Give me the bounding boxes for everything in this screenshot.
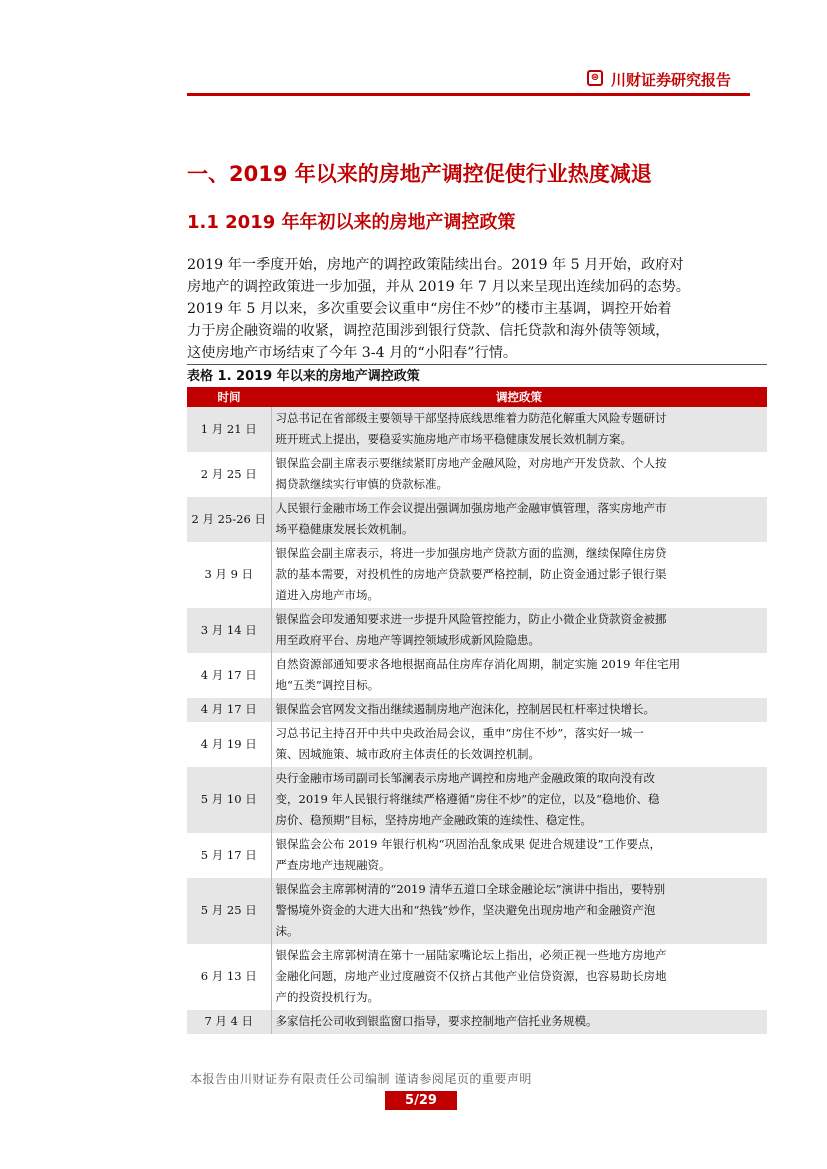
table-body (187, 407, 767, 1034)
table-row (187, 698, 767, 722)
policy-line: 揭贷款继续实行审慎的贷款标准。 (275, 477, 448, 491)
policy-line: 银保监会公布 2019 年银行机构“巩固治乱象成果 促进合规建设”工作要点， (275, 837, 661, 851)
row-date: 5 月 10 日 (187, 767, 271, 833)
policy-line: 道进入房地产市场。 (275, 588, 379, 602)
policy-line: 多家信托公司收到银监窗口指导，要求控制地产信托业务规模。 (275, 1014, 598, 1028)
header-divider (187, 93, 750, 96)
paragraph-line: 2019 年一季度开始，房地产的调控政策陆续出台。2019 年 5 月开始，政府对 (187, 257, 684, 273)
policy-line: 银保监会主席郭树清在第十一届陆家嘴论坛上指出，必须正视一些地方房地产 (275, 948, 667, 962)
policy-line: 用至政府平台、房地产等调控领域形成新风险隐患。 (275, 633, 540, 647)
row-date: 3 月 9 日 (187, 542, 271, 608)
policy-line: 银保监会官网发文指出继续遏制房地产泡沫化，控制居民杠杆率过快增长。 (275, 702, 655, 716)
paragraph-line: 这使房地产市场结束了今年 3-4 月的“小阳春”行情。 (187, 345, 518, 361)
row-date: 4 月 17 日 (187, 653, 271, 698)
row-policy (271, 407, 767, 452)
table-row (187, 452, 767, 497)
paragraph-line: 2019 年 5 月以来，多次重要会议重申“房住不炒”的楼市主基调，调控开始着 (187, 301, 672, 317)
row-policy (271, 497, 767, 542)
policy-line: 款的基本需要，对投机性的房地产贷款要严格控制，防止资金通过影子银行渠 (275, 567, 667, 581)
policy-line: 自然资源部通知要求各地根据商品住房库存消化周期，制定实施 2019 年住宅用 (275, 657, 681, 671)
table-header-row (187, 387, 767, 407)
policy-line: 银保监会副主席表示，将进一步加强房地产贷款方面的监测，继续保障住房贷 (275, 546, 667, 560)
row-policy (271, 542, 767, 608)
policy-line: 变，2019 年人民银行将继续严格遵循“房住不炒”的定位，以及“稳地价、稳 (275, 792, 660, 806)
row-date: 5 月 25 日 (187, 878, 271, 944)
table-row (187, 407, 767, 452)
row-date: 4 月 17 日 (187, 698, 271, 722)
policy-line: 产的投资投机行为。 (275, 990, 379, 1004)
row-policy (271, 767, 767, 833)
row-date: 5 月 17 日 (187, 833, 271, 878)
row-date: 1 月 21 日 (187, 407, 271, 452)
row-policy (271, 698, 767, 722)
column-header-time: 时间 (187, 387, 271, 407)
subsection-title: 1.1 2019 年年初以来的房地产调控政策 (187, 212, 516, 233)
policy-line: 地“五类”调控目标。 (275, 678, 380, 692)
policy-line: 习总书记主持召开中共中央政治局会议，重申“房住不炒”，落实好一城一 (275, 726, 644, 740)
policy-line: 银保监会印发通知要求进一步提升风险管控能力，防止小微企业贷款资金被挪 (275, 612, 667, 626)
row-policy (271, 833, 767, 878)
row-policy (271, 1010, 767, 1034)
row-date: 2 月 25-26 日 (187, 497, 271, 542)
policy-line: 央行金融市场司副司长邹澜表示房地产调控和房地产金融政策的取向没有改 (275, 771, 655, 785)
row-policy (271, 722, 767, 767)
table-row (187, 767, 767, 833)
row-policy (271, 608, 767, 653)
row-date: 2 月 25 日 (187, 452, 271, 497)
policy-line: 策、因城施策、城市政府主体责任的长效调控机制。 (275, 747, 540, 761)
table-row (187, 878, 767, 944)
table-row (187, 1010, 767, 1034)
body-paragraph (187, 254, 759, 364)
row-date: 4 月 19 日 (187, 722, 271, 767)
row-policy (271, 878, 767, 944)
paragraph-line: 房地产的调控政策进一步加强，并从 2019 年 7 月以来呈现出连续加码的态势。 (187, 279, 690, 295)
report-header (187, 66, 750, 94)
table-row (187, 497, 767, 542)
policy-table (187, 387, 767, 1034)
policy-line: 沫。 (275, 924, 299, 938)
table-row (187, 608, 767, 653)
row-date: 7 月 4 日 (187, 1010, 271, 1034)
policy-line: 严查房地产违规融资。 (275, 858, 391, 872)
row-date: 6 月 13 日 (187, 944, 271, 1010)
table-caption: 表格 1. 2019 年以来的房地产调控政策 (187, 369, 420, 384)
row-policy (271, 452, 767, 497)
column-header-policy: 调控政策 (271, 387, 767, 407)
policy-line: 银保监会副主席表示要继续紧盯房地产金融风险，对房地产开发贷款、个人按 (275, 456, 667, 470)
table-row (187, 944, 767, 1010)
section-title: 一、2019 年以来的房地产调控促使行业热度减退 (187, 162, 652, 186)
policy-line: 人民银行金融市场工作会议提出强调加强房地产金融审慎管理，落实房地产市 (275, 501, 667, 515)
brand-logo-icon: ⊜ (587, 70, 603, 86)
table-row (187, 833, 767, 878)
policy-line: 习总书记在省部级主要领导干部坚持底线思维着力防范化解重大风险专题研讨 (275, 411, 667, 425)
table-row (187, 722, 767, 767)
row-policy (271, 944, 767, 1010)
footer-disclaimer: 本报告由川财证券有限责任公司编制 谨请参阅尾页的重要声明 (190, 1072, 532, 1086)
row-policy (271, 653, 767, 698)
policy-line: 房价、稳预期”目标，坚持房地产金融政策的连续性、稳定性。 (275, 813, 592, 827)
policy-line: 警惕境外资金的大进大出和“热钱”炒作，坚决避免出现房地产和金融资产泡 (275, 903, 656, 917)
brand-name: 川财证券研究报告 (611, 71, 732, 89)
paragraph-line: 力于房企融资端的收紧，调控范围涉到银行贷款、信托贷款和海外债等领域， (187, 323, 670, 339)
table-row (187, 542, 767, 608)
row-date: 3 月 14 日 (187, 608, 271, 653)
policy-line: 银保监会主席郭树清的“2019 清华五道口全球金融论坛”演讲中指出，要特别 (275, 882, 666, 896)
policy-line: 班开班式上提出，要稳妥实施房地产市场平稳健康发展长效机制方案。 (275, 432, 632, 446)
policy-line: 场平稳健康发展长效机制。 (275, 522, 414, 536)
policy-line: 金融化问题，房地产业过度融资不仅挤占其他产业信贷资源，也容易助长房地 (275, 969, 667, 983)
table-row (187, 653, 767, 698)
page-number: 5/29 (385, 1091, 457, 1110)
